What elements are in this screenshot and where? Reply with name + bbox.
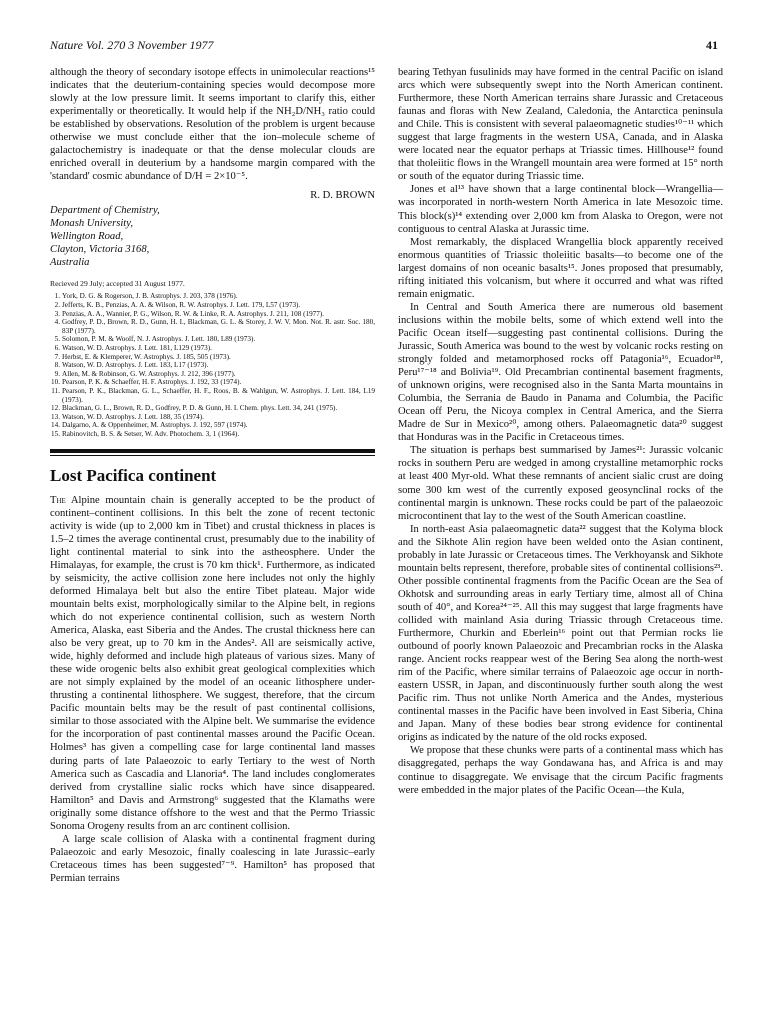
article-paragraph: Jones et al¹³ have shown that a large continental block—Wrangellia—was incorporated in north-western North America in late Mesozoic time. This block(s)¹⁴ extending over 2,000 km from Alaska to Oregon, were not contiguous to central Alaska at Jurassic time. xyxy=(398,184,723,235)
reference-item: 2. Jefferts, K. B., Penzias, A. A. & Wilson, R. W. Astrophys. J. Lett. 179, L57 (1973). xyxy=(54,301,301,310)
reference-item: 1. York, D. G. & Rogerson, J. B. Astrophys. J. 203, 378 (1976). xyxy=(54,292,238,301)
address-line: Department of Chemistry, xyxy=(50,205,160,217)
article-paragraph: bearing Tethyan fusulinids may have formed in the central Pacific on island arcs which were subsequently swept into the North American continent. Furthermore, these North American terrains share Jurassic and Cretaceous faunas and floras with New Zealand, Caledonia, the Antarctica peninsula and Chile. This is consistent with several palaeomagnetic studies¹⁰⁻¹¹ which suggest that large fragments in the western USA, Canada, and in Alaska were located near the equator perhaps at Triassic times. Hillhouse¹² found that tholeiitic flows in the Wrangell mountain area were formed at 15° north or south of the equator during Triassic time. xyxy=(398,67,723,183)
article-paragraph: The situation is perhaps best summarised by James²¹: Jurassic volcanic rocks in southern Peru are wedged in among crystalline metamorphic rocks at least 400 Myr-old. What these remnants of ancient sialic crust are doing some 300 km west of the currently exposed geosynclinal rocks of the continental margin is unknown. These rocks could be part of the palaeozoic microcontinent that lay to the west of the South American coastline. xyxy=(398,445,723,522)
address-line: Wellington Road, xyxy=(50,231,124,243)
journal-citation: Nature Vol. 270 3 November 1977 xyxy=(50,38,214,52)
article-title: Lost Pacifica continent xyxy=(50,465,217,485)
reference-item: 4. Godfrey, P. D., Brown, R. D., Gunn, H. I., Blackman, G. L. & Storey, J. W. V. Mon. Not. R. astr. Soc. 180, 83P (1977). xyxy=(54,318,375,335)
address-line: Monash University, xyxy=(50,218,133,230)
article-paragraph: In north-east Asia palaeomagnetic data²² suggest that the Kolyma block and the Sikhote Alin region have been welded onto the Asian continent, probably in late Jurassic or Cretaceous times. The Verkhoyansk and Sikhote mountain belts represent, therefore, probable sites of continental collisions²³. Other possible continental fragments from the Pacific Ocean are the Sea of Okhotsk and surrounding areas in early Tertiary time, almost all of China south of 40°, and Korea²⁴⁻²⁵. All this may suggest that large fragments have collided with mainland Asia during Triassic through Cretaceous time. Furthermore, Churkin and Eberlein¹⁶ point out that Permian rocks lie outbound of poorly known Palaeozoic and Precambrian rocks in the Alaska range. Ancient rocks reappear west of the Bering Sea along the north-west rim of the Pacific, where similar terrains of Palaeozoic age occur in north-eastern USSR, in Japan, and discontinuously further south along the west Pacific rim. Thus not unlike North America and the Andes, mysterious continental masses in the Pacific have been involved in East Siberia, China and Japan. Many of these bodies bear strong evidence for continental origins as indicated by the nature of the old rocks exposed. xyxy=(398,523,723,744)
running-head xyxy=(50,38,718,58)
section-divider-thin xyxy=(50,455,375,456)
reference-item: 5. Solomon, P. M. & Woolf, N. J. Astrophys. J. Lett. 180, L89 (1973). xyxy=(54,335,256,344)
reference-item: 9. Allen, M. & Robinson, G. W. Astrophys. J. 212, 396 (1977). xyxy=(54,369,236,378)
address-line: Clayton, Victoria 3168, xyxy=(50,244,150,256)
page-number: 41 xyxy=(706,38,718,52)
address-line: Australia xyxy=(50,257,90,269)
reference-item: 10. Pearson, P. K. & Schaeffer, H. F. Astrophys. J. 192, 33 (1974). xyxy=(51,378,242,387)
reference-item: 11. Pearson, P. K., Blackman, G. L., Schaeffer, H. F., Roos, B. & Wahlgun, W. Astrophys. J. Lett. 184, L19 (1973). xyxy=(51,387,375,404)
article-paragraph: The Alpine mountain chain is generally accepted to be the product of continent–continent collisions. In this belt the zone of recent tectonic activity is wide (up to 2,000 km in Tibet) and crustal thickness in places is 1.5–2 times the average continental crust, presumably due to the inability of light continental material to sink into the astheosphere. Under the Himalayas, for example, the crust is 70 km thick¹. Furthermore, as indicated by seismicity, the active collision zone here includes not only the highly deformed Himalaya belt but also the entire Tibet plateau. Major wide mountain belts exist, morphologically similar to the Alpine belt, in regions which do not experience continental collision, such as western North America, Alaska, east Siberia and the Andes. The crustal thickness here can also be very great, up to 70 km in the Andes². All are seismically active, wide, highly deformed and include high plateaus of various sizes. Many of these wide orogenic belts also exhibit great geological complexities which are not simply explained by the model of an oceanic lithosphere under-thrusting a continental lithosphere. We suggest, therefore, that the circum Pacific mountain belts may be the result of past continental collisions, similar to those associated with the Alpine belt. We summarise the evidence for the incorporation of past continental masses around the Pacific Ocean. Holmes³ has given a compelling case for large continental land masses during parts of late Palaeozoic to early Tertiary to the west of North America such as Cascadia and Llanoria⁴. The land includes conglomerates derived from crystalline sialic rocks which have since disappeared. Hamilton⁵ and Davis and Armstrong⁶ suggested that the Klamaths were originally some distance offshore to the west and that the Permo Triassic Sonoma Orogeny results from an arc continent collision. xyxy=(50,494,375,832)
reference-item: 8. Watson, W. D. Astrophys. J. Lett. 183, L17 (1973). xyxy=(54,361,209,370)
intro-paragraph: although the theory of secondary isotope effects in unimolecular reactions¹⁵ indicates that the deuterium-containing species would decompose more slowly at the low pressure limit. It seems important to clarify this, either experimentally or theoretically. It would help if the NH₂D/NH₃ ratio could be established by observations. Resolution of the problem is urgent because otherwise we must conclude either that the ion–molecule scheme of galactochemistry is inadequate or that the dense molecular clouds are enriched overall in deuterium by a handsome margin compared with the 'standard' cosmic abundance of D/H = 2×10⁻⁵. xyxy=(50,67,375,183)
article-paragraph: Most remarkably, the displaced Wrangellia block apparently received enormous quantities of Triassic tholeiitic basalts—to become one of the largest domains of non oceanic basalts¹⁵. Jones proposed that presumably, rifting initiated this volcanism, but where it occurred and what was rifted remain enigmatic. xyxy=(398,236,723,300)
lead-word: The xyxy=(50,494,66,506)
reference-item: 6. Watson, W. D. Astrophys. J. Lett. 181, L129 (1973). xyxy=(54,344,212,353)
reference-item: 12. Blackman, G. L., Brown, R. D., Godfrey, P. D. & Gunn, H. I. Chem. phys. Lett. 34, 241 (1975). xyxy=(51,404,338,413)
article-paragraph: In Central and South America there are numerous old basement inclusions within the mobile belts, some of which extend well into the Pacific Ocean itself—suggesting past continental collisions. During the Jurassic, South America was bound to the west by volcanic rocks resting on strongly folded and metamorphosed rocks off Patagonia¹⁶, Ecuador¹⁸, Peru¹⁷⁻¹⁸ and Bolivia¹⁹. Old Precambrian continental basement fragments, of unknown origins, were recognised also in the Santa Marta mountains in Columbia, the Serrania de Baudo in Panama and Columbia, the Pacific Ocean off Peru, the Nicoya complex in Central America, and the Sierra Madre de Sur in Mexico²⁰, among others. Palaeomagnetic data²⁰ suggest that Honduras was in the Pacific in Cretaceous times. xyxy=(398,301,723,444)
article-paragraph: We propose that these chunks were parts of a continental mass which has disaggregated, perhaps the way Gondawana has, and Africa is and may continue to disaggregate. We envisage that the circum Pacific fragments were embedded in the major plates of the Pacific Ocean—the Kula, xyxy=(398,745,723,796)
author-address xyxy=(50,204,375,269)
reference-item: 14. Dalgarno, A. & Oppenheimer, M. Astrophys. J. 192, 597 (1974). xyxy=(51,421,248,430)
author-byline: R. D. BROWN xyxy=(310,190,375,202)
left-column xyxy=(50,66,375,885)
section-divider-thick xyxy=(50,449,375,453)
reference-item: 7. Herbst, E. & Klemperer, W. Astrophys. J. 185, 505 (1973). xyxy=(54,352,231,361)
article-paragraph: A large scale collision of Alaska with a continental fragment during Palaeozoic and early Mesozoic, finally coalescing in late Jurassic–early Cretaceous times has been suggested⁷⁻⁹. Hamilton⁵ has proposed that Permian terrains xyxy=(50,833,375,884)
reference-item: 13. Watson, W. D. Astrophys. J. Lett. 188, 35 (1974). xyxy=(51,412,204,421)
reference-item: 15. Rabinovitch, B. S. & Setser, W. Adv. Photochem. 3, 1 (1964). xyxy=(51,429,240,438)
reference-item: 3. Penzias, A. A., Wannier, P. G., Wilson, R. W. & Linke, R. A. Astrophys. J. 211, 108 (1977). xyxy=(54,309,325,318)
reference-list xyxy=(50,292,375,438)
right-column xyxy=(398,66,723,797)
received-note: Recieved 29 July; accepted 31 August 1977. xyxy=(50,279,185,289)
